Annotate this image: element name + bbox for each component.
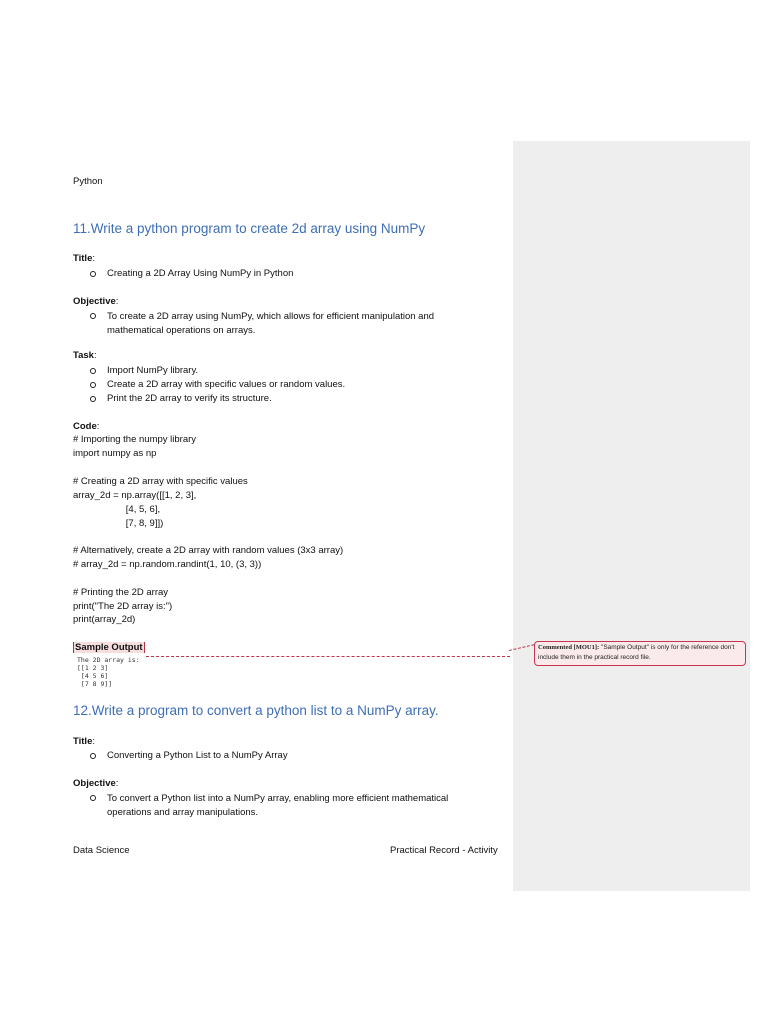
task-label-11: Task: xyxy=(73,350,97,361)
bullet-circle-icon xyxy=(90,753,96,759)
sample-output-line: [[1 2 3] xyxy=(77,664,109,672)
bullet-circle-icon xyxy=(90,368,96,374)
comment-connector-line xyxy=(146,656,510,657)
code-line: # array_2d = np.random.randint(1, 10, (3, 3)) xyxy=(73,559,262,570)
document-page: Python 11.Write a python program to create 2d array using NumPy Title: Creating a 2D Array Using NumPy in Python Objective: To create a 2D array using NumPy, which allows for efficient manipulation and mathematical operations on arrays. Task: Import NumPy library. Create a 2D array with specific values or random values. Print the 2D array to verify its structure. Code: # Importing the numpy library import numpy as np # Creating a 2D array with specific values array_2d = np.array([[1, 2, 3], [4, 5, 6], [7, 8, 9]]) # Alternatively, create a 2D array with random values (3x3 array) # array_2d = np.random.randint(1, 10, (3, 3)) # Printing the 2D array print("The 2D array is:") print(array_2d) Sample Output The 2D array is: [[1 2 3] [4 5 6] [7 8 9]] 12.Write a program to convert a python list to a NumPy array. Title: Converting a Python List to a NumPy Array Objective: To convert a Python list into a NumPy array, enabling more efficient mathematical operations and array manipulations. Data Science Practical Record - Activity xyxy=(73,176,498,856)
bullet-circle-icon xyxy=(90,313,96,319)
code-line: print(array_2d) xyxy=(73,614,136,625)
sample-output-line: [4 5 6] xyxy=(77,672,109,680)
bullet-circle-icon xyxy=(90,271,96,277)
code-line: import numpy as np xyxy=(73,448,157,459)
bullet-circle-icon xyxy=(90,396,96,402)
code-line: [4, 5, 6], xyxy=(73,504,161,515)
code-label-11: Code: xyxy=(73,421,100,432)
sample-output-line: [7 8 9]] xyxy=(77,680,113,688)
sample-output-line: The 2D array is: xyxy=(77,656,140,664)
bullet-circle-icon xyxy=(90,795,96,801)
objective-label-11: Objective: xyxy=(73,296,119,307)
comment-text: "Sample Output" is only for the reference don't include them in the practical record file. xyxy=(538,644,735,661)
code-line: # Importing the numpy library xyxy=(73,434,197,445)
code-line: [7, 8, 9]]) xyxy=(73,518,164,529)
code-line: # Printing the 2D array xyxy=(73,587,169,598)
comment-balloon[interactable] xyxy=(534,641,746,666)
footer-right: Practical Record - Activity xyxy=(390,845,498,856)
page-header: Python xyxy=(73,176,103,187)
footer-left: Data Science xyxy=(73,845,130,856)
sample-output-label[interactable]: Sample Output xyxy=(75,642,143,653)
code-line: # Creating a 2D array with specific values xyxy=(73,476,248,487)
code-line: # Alternatively, create a 2D array with random values (3x3 array) xyxy=(73,545,344,556)
title-label-11: Title: xyxy=(73,253,95,264)
section-12-heading: 12.Write a program to convert a python list to a NumPy array. xyxy=(73,703,439,718)
code-line: array_2d = np.array([[1, 2, 3], xyxy=(73,490,197,501)
section-11-heading: 11.Write a python program to create 2d array using NumPy xyxy=(73,221,426,236)
objective-label-12: Objective: xyxy=(73,778,119,789)
code-line: print("The 2D array is:") xyxy=(73,601,173,612)
comment-author: Commented [MOU1]: xyxy=(538,644,600,651)
title-label-12: Title: xyxy=(73,736,95,747)
bullet-circle-icon xyxy=(90,382,96,388)
comment-pane xyxy=(513,141,750,891)
